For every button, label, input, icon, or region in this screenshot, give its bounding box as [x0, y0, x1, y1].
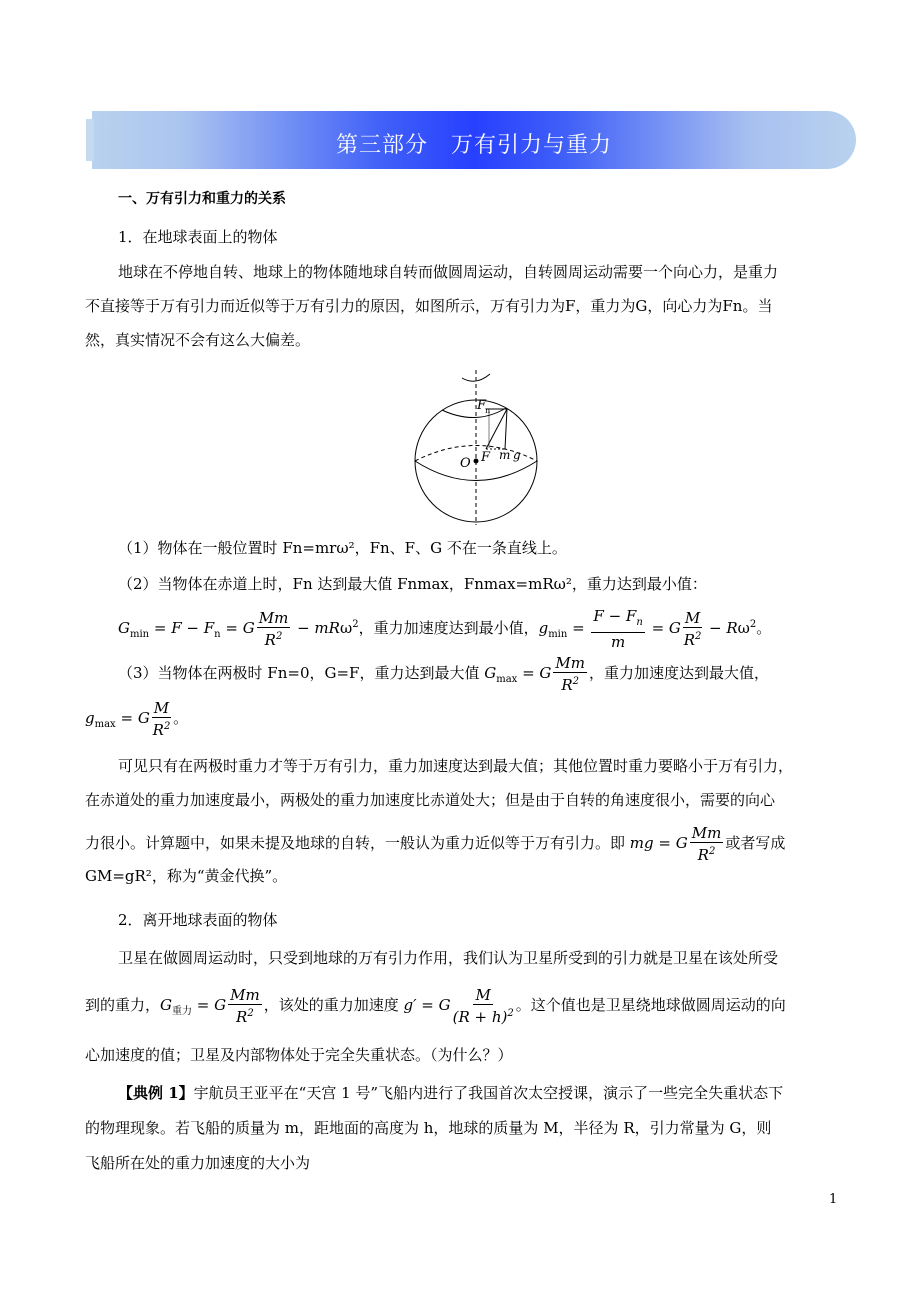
example-line3: 飞船所在处的重力加速度的大小为 [85, 1154, 311, 1172]
para1-line1: 地球在不停地自转、地球上的物体随地球自转而做圆周运动，自转圆周运动需要一个向心力，是重力 [118, 263, 779, 281]
para3-line3: 心加速度的值；卫星及内部物体处于完全失重状态。（为什么？） [85, 1046, 513, 1064]
label-F: F [477, 398, 487, 413]
subheading-2: 2．离开地球表面的物体 [118, 911, 278, 929]
para3-line1: 卫星在做圆周运动时，只受到地球的万有引力作用，我们认为卫星所受到的引力就是卫星在该处所受 [118, 949, 779, 967]
item-1: （1）物体在一般位置时 Fn=mrω²，Fn、F、G 不在一条直线上。 [118, 539, 567, 557]
banner-title: 第三部分 万有引力与重力 [335, 133, 612, 158]
page-number: 1 [829, 1192, 838, 1207]
example-line1: 【典例 1】宇航员王亚平在“天宫 1 号”飞船内进行了我国首次太空授课，演示了一些完全失重状态下 [118, 1084, 784, 1102]
label-O: O [460, 456, 471, 471]
para1-line3: 然，真实情况不会有这么大偏差。 [85, 331, 311, 349]
para3-line2: 到的重力，$G_{重力} = G$ $\frac{Mm}{R^2}$ ，该处的重力加速度 g′ = G $\frac{M}{(R + h)^2}$ 。这个值也是卫星绕地球做圆周运动的向 [85, 986, 786, 1026]
label-n: n [485, 406, 491, 415]
item-3: （3）当物体在两极时 Fn=0，G=F，重力达到最大值 $G_{max} = G$ $\frac{Mm}{R^2}$ ，重力加速度达到最大值， [118, 654, 770, 694]
para2-line1: 可见只有在两极时重力才等于万有引力，重力加速度达到最大值；其他位置时重力要略小于万有引力， [118, 757, 794, 775]
label-m: m [499, 448, 511, 462]
example-tag: 【典例 1】 [118, 1084, 194, 1102]
para2-line4: GM=gR²，称为“黄金代换”。 [85, 867, 288, 885]
section-banner [92, 111, 856, 169]
label-F2: F [481, 450, 491, 465]
formula-gmin: $G_{min} = F - F_n = G$ $\frac{Mm}{R^2}$ − mRω$^2$，重力加速度达到最小值，$g_{min}$ = $\frac{F - F_n}{m}$ = G $\frac{M}{R^2}$ − $R\omega^2$。 [118, 607, 772, 651]
para1-line2: 不直接等于万有引力而近似等于万有引力的原因，如图所示，万有引力为F，重力为G，向心力为Fn。当 [85, 297, 773, 315]
earth-rotation-diagram [400, 360, 560, 530]
formula-gmax: $g_{max} = G$ $\frac{M}{R^2}$ 。 [85, 699, 189, 739]
label-g: g [513, 448, 521, 462]
example-line2: 的物理现象。若飞船的质量为 m，距地面的高度为 h，地球的质量为 M，半径为 R，引力常量为 G，则 [85, 1119, 772, 1137]
para2-line2: 在赤道处的重力加速度最小，两极处的重力加速度比赤道处大；但是由于自转的角速度很小，需要的向心 [85, 791, 776, 809]
para2-line3: 力很小。计算题中，如果未提及地球的自转，一般认为重力近似等于万有引力。即 mg = G $\frac{Mm}{R^2}$ 或者写成 [85, 824, 786, 864]
item-2: （2）当物体在赤道上时，Fn 达到最大值 Fnmax，Fnmax=mRω²，重力达到最小值： [118, 575, 707, 593]
section-heading: 一、万有引力和重力的关系 [118, 191, 286, 207]
subheading-1: 1．在地球表面上的物体 [118, 228, 278, 246]
